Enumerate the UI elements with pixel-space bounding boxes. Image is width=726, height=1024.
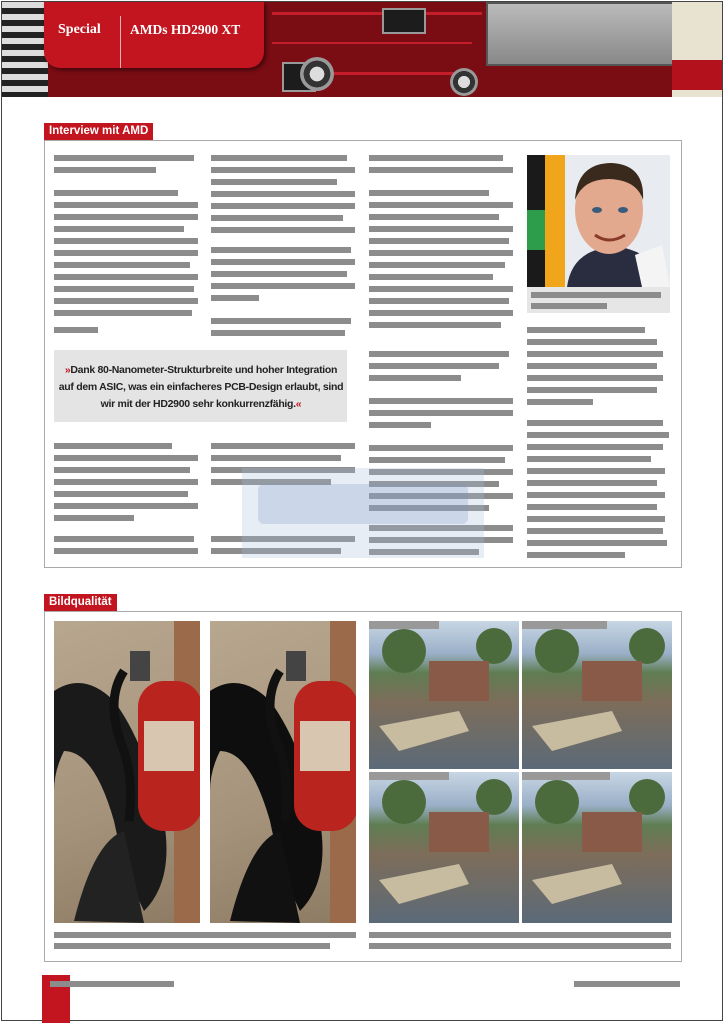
armored-vehicle-icon bbox=[369, 621, 519, 769]
comparison-image-left-2 bbox=[210, 621, 356, 923]
footer-left-text bbox=[50, 981, 174, 987]
armored-vehicle-icon bbox=[522, 621, 672, 769]
armored-vehicle-icon bbox=[522, 772, 672, 923]
quote-close-mark: « bbox=[295, 398, 302, 410]
section-name: Special bbox=[58, 22, 101, 37]
armored-vehicle-icon bbox=[369, 772, 519, 923]
interviewee-photo bbox=[527, 155, 670, 287]
comparison-image-right-1 bbox=[369, 621, 519, 769]
pull-quote bbox=[58, 362, 344, 413]
quote-text: Dank 80-Nanometer-Strukturbreite und hoher Integration auf dem ASIC, was ein einfacheres PCB-Design erlaubt, sind wir mit der HD2900 sehr konkurrenzfähig. bbox=[58, 364, 344, 410]
article-title: AMDs HD2900 XT bbox=[130, 22, 241, 37]
interview-label: Interview mit AMD bbox=[44, 123, 153, 140]
quote-open-mark: » bbox=[64, 364, 71, 376]
comparison-image-right-2 bbox=[522, 621, 672, 769]
fire-extinguisher-icon bbox=[54, 621, 200, 923]
comparison-image-left-1 bbox=[54, 621, 200, 923]
person-photo-icon bbox=[527, 155, 670, 287]
image-quality-label: Bildqualität bbox=[44, 594, 117, 611]
header-tab bbox=[44, 2, 264, 68]
fire-extinguisher-icon bbox=[210, 621, 356, 923]
watermark-logo bbox=[258, 484, 468, 524]
comparison-image-right-3 bbox=[369, 772, 519, 923]
footer-right-text bbox=[574, 981, 680, 987]
comparison-image-right-4 bbox=[522, 772, 672, 923]
